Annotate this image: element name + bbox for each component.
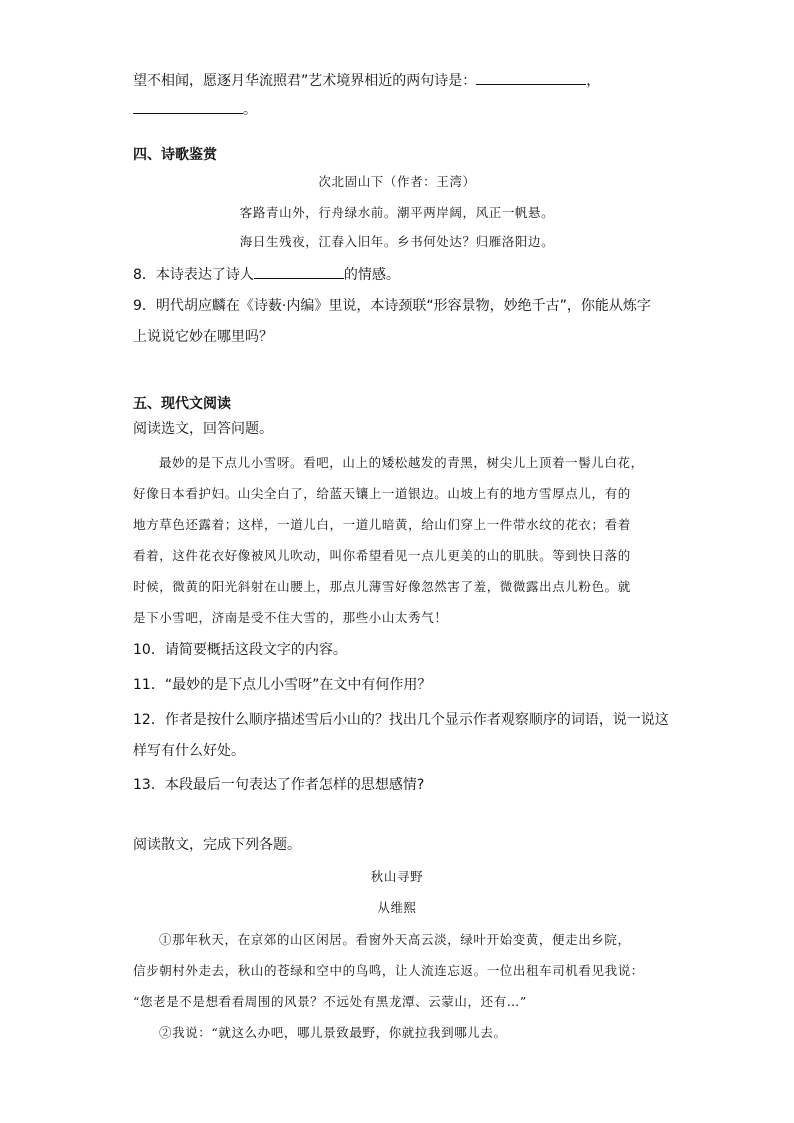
poem-line-2: 海日生残夜，江春入旧年。乡书何处达？归雁洛阳边。 [239,234,555,249]
q8-text-end: 的情感。 [343,267,400,283]
intro-text: 望不相闻，愿逐月华流照君”艺术境界相近的两句诗是： [133,73,477,89]
intro-line-2 [133,99,257,120]
answer-blank[interactable] [254,264,344,279]
answer-blank[interactable] [476,70,586,85]
poem-title: 次北固山下（作者：王湾） [318,174,476,189]
passage-line: 地方草色还露着；这样，一道儿白，一道儿暗黄，给山们穿上一件带水纹的花衣；看着 [133,517,631,532]
essay-author: 从维熙 [377,900,417,915]
passage-line: 看着，这件花衣好像被风儿吹动，叫你希望看见一点儿更美的山的肌肤。等到快日落的 [133,548,631,563]
intro-comma: ， [586,73,601,89]
intro-period: 。 [243,102,257,118]
q8-text: 8．本诗表达了诗人 [133,267,254,283]
answer-blank[interactable] [133,99,243,114]
essay-instruction: 阅读散文，完成下列各题。 [133,837,301,853]
question-12-line-1: 12．作者是按什么顺序描述雪后小山的？找出几个显示作者观察顺序的词语，说一说这 [133,712,669,728]
essay-line: “您老是不是想看看周围的风景？不远处有黑龙潭、云蒙山，还有…” [133,994,527,1009]
question-9-line-1: 9．明代胡应麟在《诗薮·内编》里说，本诗颈联“形容景物，妙绝千古”，你能从炼字 [133,298,651,314]
question-11: 11．“最妙的是下点儿小雪呀”在文中有何作用？ [133,677,432,693]
section-heading-5: 五、现代文阅读 [133,396,231,412]
essay-line: ②我说：“就这么办吧，哪儿景致最野，你就拉我到哪儿去。 [159,1025,507,1040]
passage-line: 最妙的是下点儿小雪呀。看吧，山上的矮松越发的青黑，树尖儿上顶着一髻儿白花， [159,455,644,470]
reading-instruction: 阅读选文，回答问题。 [133,421,273,437]
passage-line: 是下小雪吧，济南是受不住大雪的，那些小山太秀气！ [133,610,448,625]
essay-line: 信步朝村外走去，秋山的苍绿和空中的鸟鸣，让人流连忘返。一位出租车司机看见我说： [133,963,644,978]
essay-line: ①那年秋天，在京郊的山区闲居。看窗外天高云淡，绿叶开始变黄，便走出乡院， [159,932,631,947]
question-13: 13．本段最后一句表达了作者怎样的思想感情? [133,777,425,793]
passage-line: 好像日本看护妇。山尖全白了，给蓝天镶上一道银边。山坡上有的地方雪厚点儿，有的 [133,486,631,501]
poem-line-1: 客路青山外，行舟绿水前。潮平两岸阔，风正一帆悬。 [239,205,555,220]
essay-title: 秋山寻野 [370,869,424,884]
question-10: 10．请简要概括这段文字的内容。 [133,642,347,658]
section-heading-4: 四、诗歌鉴赏 [133,147,217,163]
question-9-line-2: 上说说它妙在哪里吗？ [133,329,273,345]
passage-line: 时候，微黄的阳光斜射在山腰上，那点儿薄雪好像忽然害了羞，微微露出点儿粉色。就 [133,579,631,594]
intro-line-1 [133,70,600,91]
question-8 [133,264,400,285]
question-12-line-2: 样写有什么好处。 [133,743,245,759]
